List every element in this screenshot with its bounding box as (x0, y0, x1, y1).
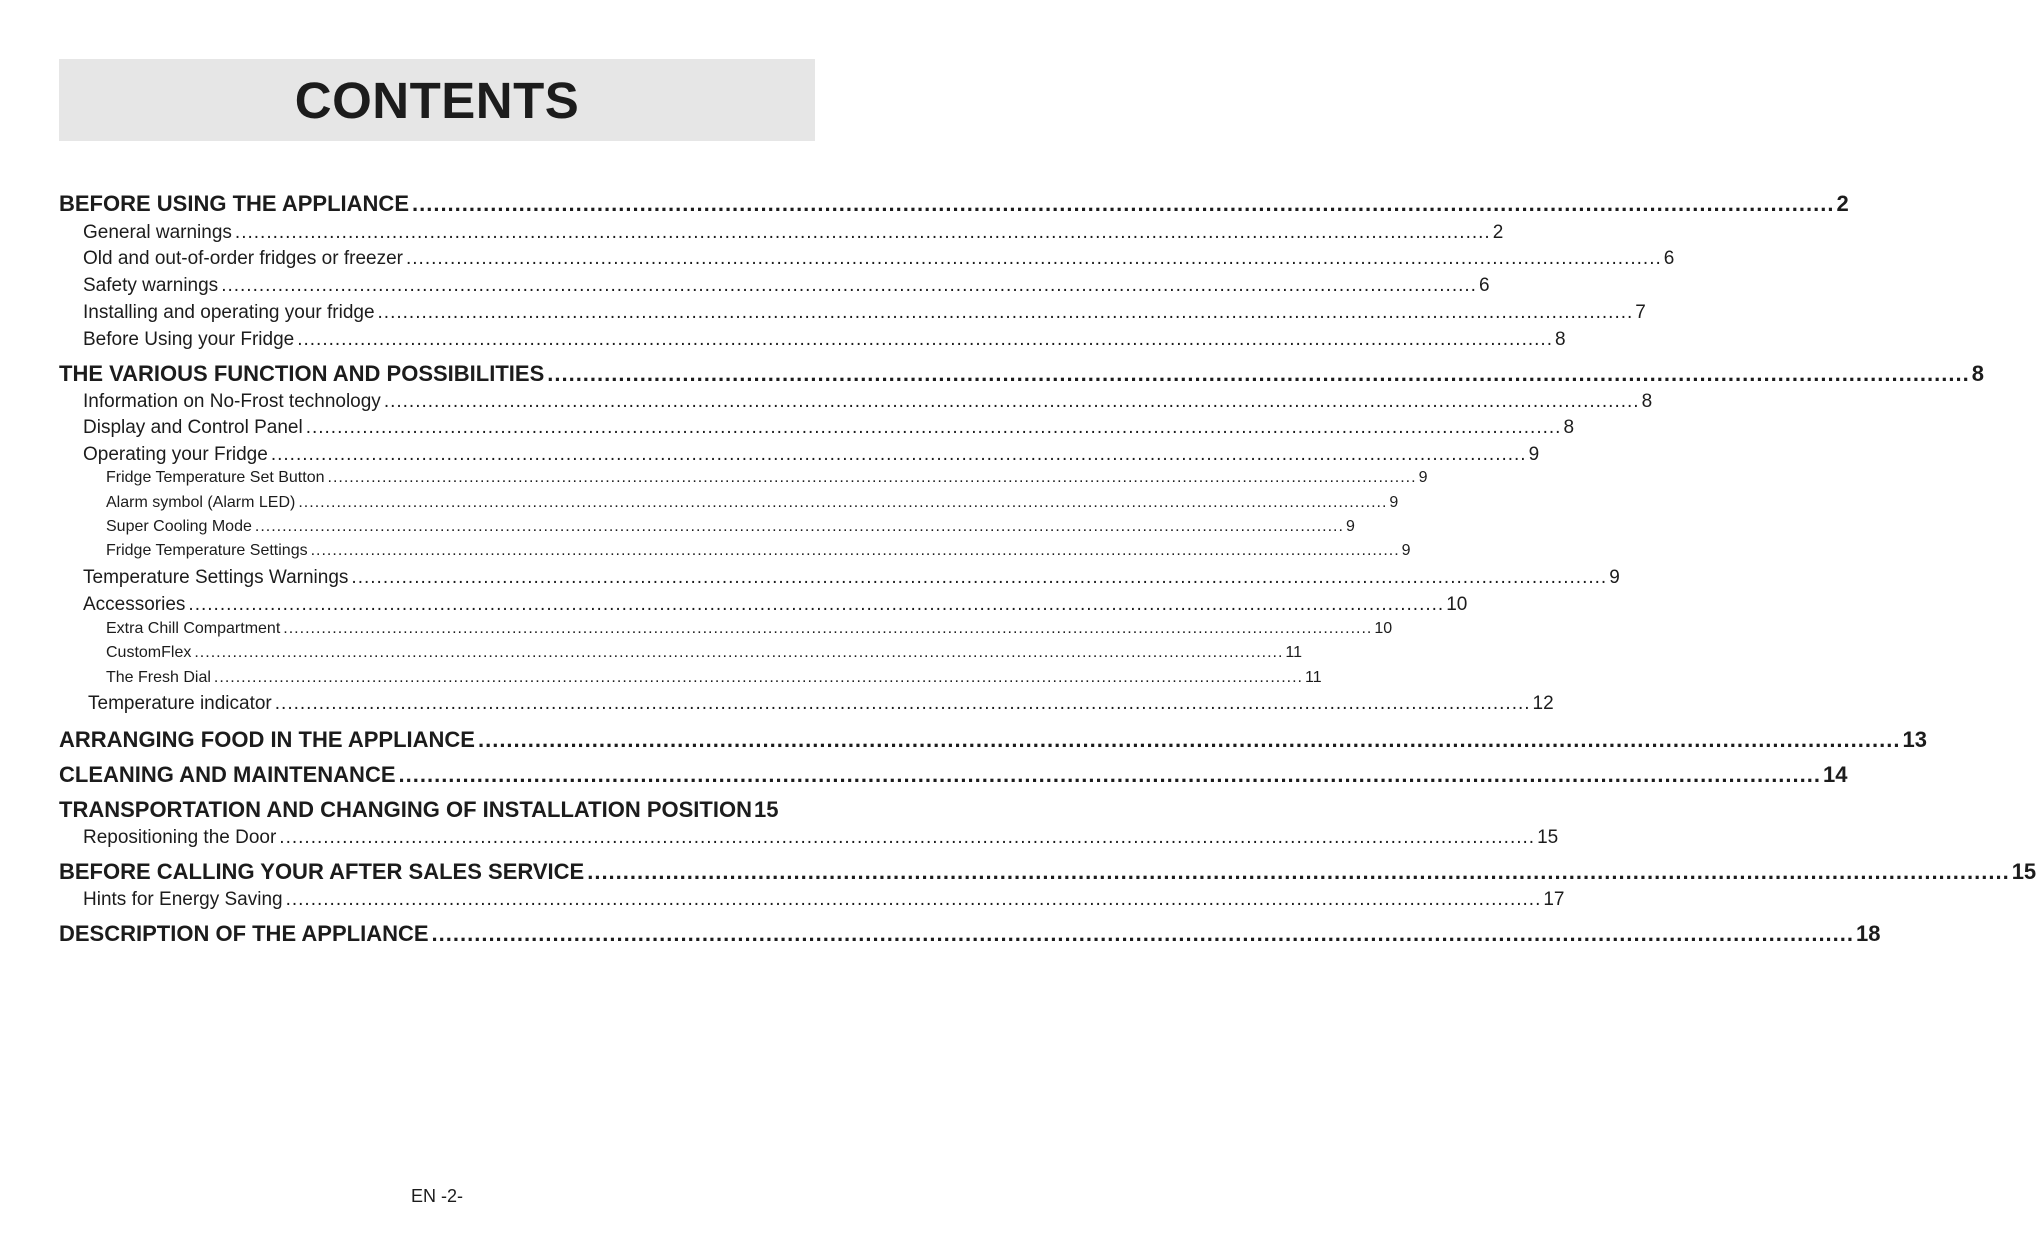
toc-leader-dots: ........................................................................................................................................................................................................ (221, 275, 1477, 296)
toc-leader-dots: ........................................................................................................................................................................................................ (310, 542, 1400, 559)
toc-leader-dots: ........................................................................................................................................................................................................ (547, 361, 1970, 386)
toc-leader-dots: ........................................................................................................................................................................................................ (412, 191, 1835, 216)
toc-entry-label: Safety warnings (83, 275, 219, 296)
toc-entry[interactable] (83, 222, 1504, 244)
toc-entry-page: 8 (1554, 329, 1566, 350)
toc-entry[interactable] (83, 417, 1575, 439)
toc-entry[interactable] (59, 727, 1927, 753)
toc-entry-label: Temperature indicator (88, 693, 272, 714)
toc-entry-label: Before Using your Fridge (83, 329, 295, 350)
toc-entry-page: 15 (1537, 827, 1559, 848)
toc-entry[interactable] (106, 469, 1428, 487)
toc-entry-page: 12 (1532, 693, 1554, 714)
toc-entry-label: Temperature Settings Warnings (83, 567, 349, 588)
toc-entry[interactable] (83, 889, 1565, 911)
toc-leader-dots: ........................................................................................................................................................................................................ (587, 859, 2010, 884)
toc-entry-label: Operating your Fridge (83, 444, 268, 465)
toc-entry-label: Alarm symbol (Alarm LED) (106, 494, 296, 511)
toc-entry-label: BEFORE CALLING YOUR AFTER SALES SERVICE (59, 859, 585, 884)
toc-entry-page: 10 (1374, 620, 1393, 637)
toc-leader-dots: ........................................................................................................................................................................................................ (383, 391, 1640, 412)
toc-entry-label: Old and out-of-order fridges or freezer (83, 248, 403, 269)
toc-entry-label: Repositioning the Door (83, 827, 277, 848)
page-title: CONTENTS (294, 71, 580, 129)
toc-leader-dots: ........................................................................................................................................................................................................ (234, 222, 1491, 243)
toc-leader-dots: ........................................................................................................................................................................................................ (477, 727, 1901, 752)
toc-entry[interactable] (106, 542, 1411, 560)
toc-leader-dots: ........................................................................................................................................................................................................ (431, 921, 1855, 946)
toc-entry-page: 9 (1401, 542, 1411, 559)
toc-entry-label: DESCRIPTION OF THE APPLIANCE (59, 921, 429, 946)
toc-entry-label: Installing and operating your fridge (83, 302, 375, 323)
toc-entry[interactable] (83, 827, 1559, 849)
toc-entry[interactable] (88, 693, 1554, 715)
toc-entry-page: 9 (1418, 469, 1428, 486)
toc-entry[interactable] (59, 859, 2036, 885)
toc-entry[interactable] (83, 248, 1675, 270)
toc-leader-dots: ........................................................................................................................................................................................................ (398, 762, 1821, 787)
toc-entry[interactable] (83, 594, 1468, 616)
toc-entry-page: 9 (1609, 567, 1620, 588)
toc-entry[interactable] (59, 797, 808, 823)
toc-leader-dots: ........................................................................................................................................................................................................ (213, 669, 1303, 686)
toc-entry-page: 6 (1663, 248, 1675, 269)
toc-entry-label: Hints for Energy Saving (83, 889, 283, 910)
toc-leader-dots: ........................................................................................................................................................................................................ (297, 329, 1553, 350)
toc-entry-page: 6 (1478, 275, 1490, 296)
toc-entry-label: CustomFlex (106, 644, 192, 661)
toc-entry-label: Super Cooling Mode (106, 518, 252, 535)
toc-entry-label: Accessories (83, 594, 186, 615)
toc-entry-label: BEFORE USING THE APPLIANCE (59, 191, 409, 216)
toc-leader-dots: ........................................................................................................................................................................................................ (188, 594, 1445, 615)
toc-entry[interactable] (106, 644, 1303, 662)
toc-leader-dots: ........................................................................................................................................................................................................ (270, 444, 1527, 465)
toc-entry-label: TRANSPORTATION AND CHANGING OF INSTALLATION POSITION (59, 797, 752, 822)
toc-entry-page: 8 (1641, 391, 1653, 412)
toc-entry-page: 15 (753, 797, 779, 822)
toc-entry-page: 18 (1856, 921, 1881, 946)
toc-leader-dots: ........................................................................................................................................................................................................ (406, 248, 1662, 269)
toc-leader-dots: ........................................................................................................................................................................................................ (194, 644, 1284, 661)
toc-entry-page: 9 (1528, 444, 1540, 465)
toc-leader-dots: ........................................................................................................................................................................................................ (351, 567, 1608, 588)
toc-entry[interactable] (106, 669, 1322, 687)
toc-leader-dots: ........................................................................................................................................................................................................ (327, 469, 1417, 486)
toc-entry[interactable] (59, 921, 1881, 947)
toc-entry-label: THE VARIOUS FUNCTION AND POSSIBILITIES (59, 361, 545, 386)
toc-entry[interactable] (83, 567, 1620, 589)
toc-entry[interactable] (59, 361, 1984, 387)
toc-entry-label: General warnings (83, 222, 232, 243)
toc-entry-page: 13 (1902, 727, 1927, 752)
toc-entry[interactable] (59, 191, 1849, 217)
toc-entry-label: Display and Control Panel (83, 417, 303, 438)
toc-entry[interactable] (83, 444, 1540, 466)
toc-entry[interactable] (83, 275, 1490, 297)
toc-entry-page: 17 (1543, 889, 1565, 910)
toc-entry-page: 7 (1635, 302, 1646, 323)
toc-entry[interactable] (106, 620, 1393, 638)
toc-entry-label: Fridge Temperature Set Button (106, 469, 325, 486)
toc-leader-dots: ........................................................................................................................................................................................................ (285, 889, 1542, 910)
toc-entry-page: 9 (1389, 494, 1399, 511)
toc-leader-dots: ........................................................................................................................................................................................................ (305, 417, 1562, 438)
toc-leader-dots: ........................................................................................................................................................................................................ (279, 827, 1536, 848)
toc-entry[interactable] (106, 494, 1399, 512)
toc-entry-label: Information on No-Frost technology (83, 391, 381, 412)
toc-entry[interactable] (59, 762, 1848, 788)
toc-leader-dots: ........................................................................................................................................................................................................ (274, 693, 1531, 714)
toc-entry-page: 14 (1822, 762, 1848, 787)
toc-entry-label: The Fresh Dial (106, 669, 211, 686)
toc-leader-dots: ........................................................................................................................................................................................................ (298, 494, 1388, 511)
toc-entry[interactable] (83, 391, 1653, 413)
toc-leader-dots: ........................................................................................................................................................................................................ (254, 518, 1344, 535)
toc-entry-label: Extra Chill Compartment (106, 620, 281, 637)
toc-entry-page: 2 (1836, 191, 1849, 216)
toc-entry-label: ARRANGING FOOD IN THE APPLIANCE (59, 727, 475, 752)
toc-entry-label: CLEANING AND MAINTENANCE (59, 762, 396, 787)
toc-entry[interactable] (83, 302, 1646, 324)
toc-entry-page: 2 (1492, 222, 1504, 243)
toc-entry-page: 11 (1304, 669, 1322, 686)
toc-entry-label: Fridge Temperature Settings (106, 542, 308, 559)
toc-leader-dots: ........................................................................................................................................................................................................ (377, 302, 1634, 323)
toc-entry-page: 15 (2011, 859, 2036, 884)
toc-entry-page: 9 (1345, 518, 1355, 535)
toc-entry[interactable] (106, 518, 1355, 536)
toc-entry[interactable] (83, 329, 1566, 351)
toc-entry-page: 10 (1446, 594, 1468, 615)
page-number-footer: EN -2- (410, 1186, 463, 1206)
toc-entry-page: 8 (1563, 417, 1575, 438)
toc-leader-dots: ........................................................................................................................................................................................................ (283, 620, 1373, 637)
toc-entry-page: 11 (1285, 644, 1303, 661)
toc-entry-page: 8 (1971, 361, 1984, 386)
